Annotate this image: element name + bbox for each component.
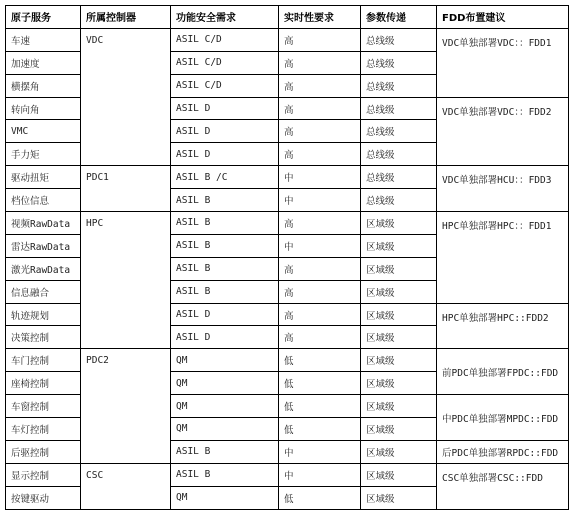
realtime-cell: 低 <box>279 418 361 441</box>
realtime-cell: 高 <box>279 74 361 97</box>
fdd-cell: 中PDC单独部署MPDC::FDD <box>437 395 569 441</box>
safety-cell: ASIL B <box>171 440 279 463</box>
fdd-cell: CSC单独部署CSC::FDD <box>437 463 569 509</box>
table-row <box>6 463 569 486</box>
safety-cell: ASIL D <box>171 303 279 326</box>
service-cell: 信息融合 <box>6 280 81 303</box>
service-cell: 轨迹规划 <box>6 303 81 326</box>
safety-cell: QM <box>171 372 279 395</box>
safety-cell: QM <box>171 349 279 372</box>
param-cell: 区域级 <box>361 280 437 303</box>
service-cell: 显示控制 <box>6 463 81 486</box>
safety-cell: ASIL B <box>171 234 279 257</box>
realtime-cell: 高 <box>279 212 361 235</box>
param-cell: 区域级 <box>361 212 437 235</box>
fdd-cell: HPC单独部署HPC：：FDD1 <box>437 212 569 304</box>
param-cell: 总线级 <box>361 143 437 166</box>
safety-cell: ASIL D <box>171 326 279 349</box>
controller-cell: HPC <box>81 212 171 349</box>
fdd-cell: VDC单独部署VDC：：FDD2 <box>437 97 569 166</box>
safety-cell: ASIL C/D <box>171 74 279 97</box>
safety-cell: ASIL D <box>171 97 279 120</box>
service-cell: 决策控制 <box>6 326 81 349</box>
param-cell: 区域级 <box>361 349 437 372</box>
safety-cell: ASIL D <box>171 120 279 143</box>
header-realtime-requirement: 实时性要求 <box>279 6 361 29</box>
service-cell: 座椅控制 <box>6 372 81 395</box>
param-cell: 区域级 <box>361 234 437 257</box>
service-cell: 驱动扭矩 <box>6 166 81 189</box>
param-cell: 总线级 <box>361 120 437 143</box>
safety-cell: ASIL B <box>171 189 279 212</box>
service-cell: 车窗控制 <box>6 395 81 418</box>
header-atomic-service: 原子服务 <box>6 6 81 29</box>
realtime-cell: 高 <box>279 97 361 120</box>
realtime-cell: 高 <box>279 280 361 303</box>
service-cell: 按键驱动 <box>6 486 81 509</box>
fdd-cell: HPC单独部署HPC::FDD2 <box>437 303 569 349</box>
param-cell: 区域级 <box>361 486 437 509</box>
service-cell: 车速 <box>6 28 81 51</box>
realtime-cell: 中 <box>279 234 361 257</box>
fdd-cell: 后PDC单独部署RPDC::FDD <box>437 440 569 463</box>
service-cell: 后驱控制 <box>6 440 81 463</box>
table-row <box>6 28 569 51</box>
controller-cell: CSC <box>81 463 171 509</box>
param-cell: 区域级 <box>361 372 437 395</box>
realtime-cell: 高 <box>279 303 361 326</box>
param-cell: 总线级 <box>361 74 437 97</box>
safety-cell: ASIL C/D <box>171 28 279 51</box>
realtime-cell: 高 <box>279 28 361 51</box>
safety-cell: ASIL D <box>171 143 279 166</box>
safety-cell: ASIL B <box>171 257 279 280</box>
service-cell: 档位信息 <box>6 189 81 212</box>
realtime-cell: 高 <box>279 143 361 166</box>
param-cell: 区域级 <box>361 326 437 349</box>
header-parameter-passing: 参数传递 <box>361 6 437 29</box>
realtime-cell: 低 <box>279 395 361 418</box>
safety-cell: ASIL B <box>171 463 279 486</box>
service-cell: 车灯控制 <box>6 418 81 441</box>
table-row <box>6 212 569 235</box>
param-cell: 总线级 <box>361 51 437 74</box>
controller-cell: PDC1 <box>81 166 171 212</box>
param-cell: 总线级 <box>361 166 437 189</box>
fdd-cell: VDC单独部署VDC：：FDD1 <box>437 28 569 97</box>
param-cell: 区域级 <box>361 418 437 441</box>
fdd-cell: VDC单独部署HCU：：FDD3 <box>437 166 569 212</box>
table-row <box>6 349 569 372</box>
realtime-cell: 高 <box>279 326 361 349</box>
realtime-cell: 高 <box>279 51 361 74</box>
service-cell: 手力矩 <box>6 143 81 166</box>
safety-cell: ASIL B <box>171 212 279 235</box>
service-cell: 雷达RawData <box>6 234 81 257</box>
safety-cell: ASIL B <box>171 280 279 303</box>
realtime-cell: 高 <box>279 257 361 280</box>
realtime-cell: 低 <box>279 486 361 509</box>
safety-cell: QM <box>171 395 279 418</box>
header-fdd-suggestion: FDD布置建议 <box>437 6 569 29</box>
realtime-cell: 低 <box>279 349 361 372</box>
safety-cell: QM <box>171 486 279 509</box>
service-cell: 转向角 <box>6 97 81 120</box>
param-cell: 区域级 <box>361 257 437 280</box>
param-cell: 区域级 <box>361 395 437 418</box>
header-row <box>6 6 569 29</box>
service-cell: 视频RawData <box>6 212 81 235</box>
safety-cell: ASIL B /C <box>171 166 279 189</box>
safety-cell: QM <box>171 418 279 441</box>
param-cell: 总线级 <box>361 189 437 212</box>
param-cell: 区域级 <box>361 463 437 486</box>
realtime-cell: 中 <box>279 166 361 189</box>
realtime-cell: 中 <box>279 463 361 486</box>
controller-cell: PDC2 <box>81 349 171 463</box>
controller-cell: VDC <box>81 28 171 165</box>
realtime-cell: 低 <box>279 372 361 395</box>
realtime-cell: 高 <box>279 120 361 143</box>
fdd-cell: 前PDC单独部署FPDC::FDD <box>437 349 569 395</box>
service-cell: 激光RawData <box>6 257 81 280</box>
param-cell: 总线级 <box>361 28 437 51</box>
service-cell: 车门控制 <box>6 349 81 372</box>
param-cell: 区域级 <box>361 440 437 463</box>
table-row <box>6 166 569 189</box>
param-cell: 总线级 <box>361 97 437 120</box>
header-safety-requirement: 功能安全需求 <box>171 6 279 29</box>
realtime-cell: 中 <box>279 440 361 463</box>
safety-cell: ASIL C/D <box>171 51 279 74</box>
fdd-deployment-table <box>5 5 569 510</box>
header-controller: 所属控制器 <box>81 6 171 29</box>
service-cell: 加速度 <box>6 51 81 74</box>
param-cell: 区域级 <box>361 303 437 326</box>
realtime-cell: 中 <box>279 189 361 212</box>
service-cell: 横摆角 <box>6 74 81 97</box>
service-cell: VMC <box>6 120 81 143</box>
